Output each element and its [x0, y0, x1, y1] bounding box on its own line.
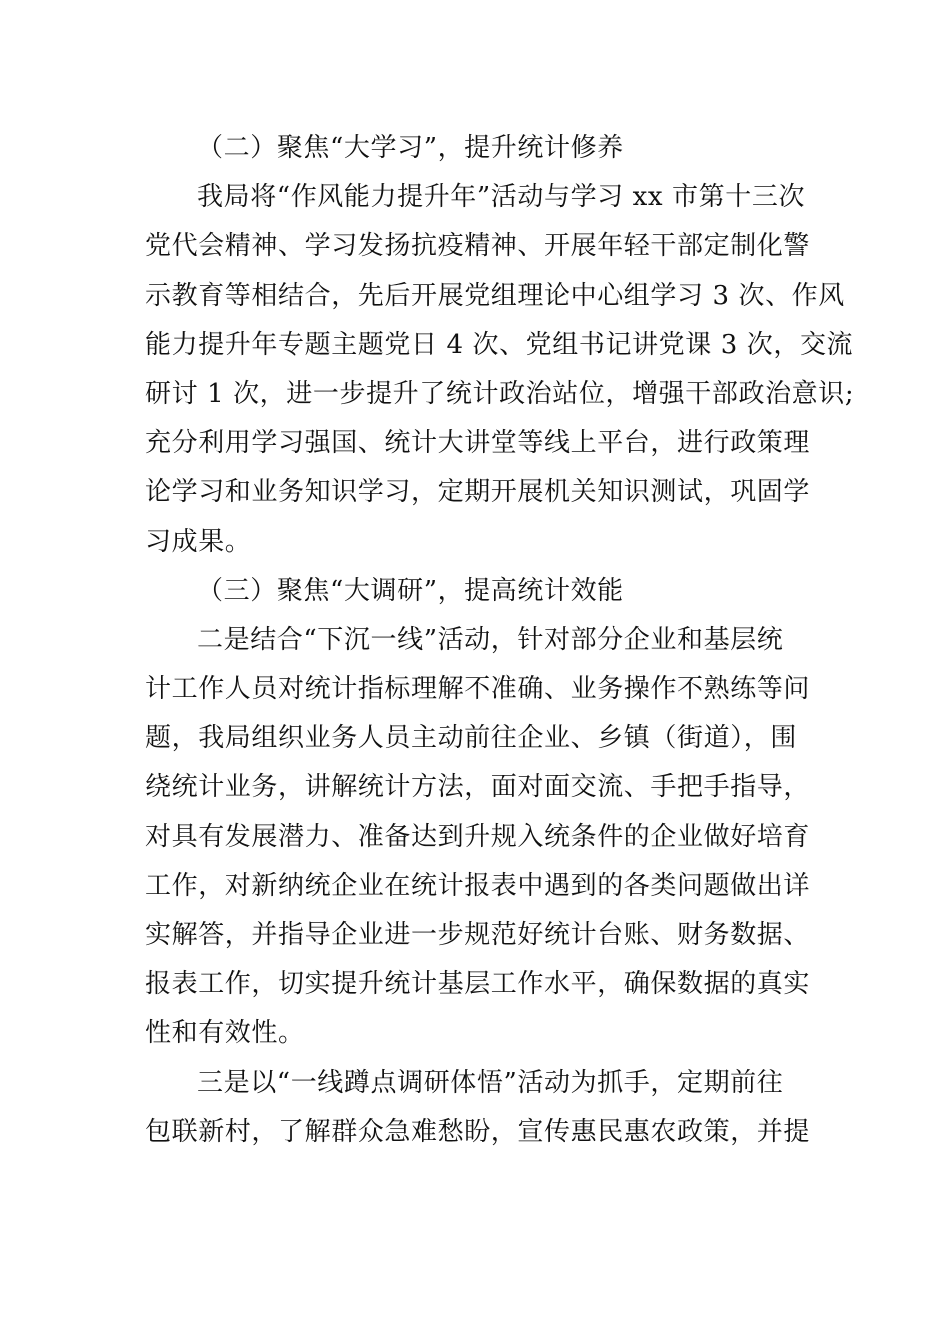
section-heading: （二）聚焦“大学习”，提升统计修养	[197, 133, 624, 163]
document-body	[145, 124, 855, 1157]
paragraph-line: 包联新村，了解群众急难愁盼，宣传惠民惠农政策，并提	[145, 1116, 811, 1147]
paragraph-line: 党代会精神、学习发扬抗疫精神、开展年轻干部定制化警	[145, 231, 811, 262]
paragraph-line: 计工作人员对统计指标理解不准确、业务操作不熟练等问	[145, 674, 811, 705]
paragraph-line: 对具有发展潜力、准备达到升规入统条件的企业做好培育	[145, 821, 811, 852]
paragraph-line: 能力提升年专题主题党日 4 次、党组书记讲党课 3 次，交流	[145, 329, 854, 360]
paragraph-line: 绕统计业务，讲解统计方法，面对面交流、手把手指导，	[145, 772, 811, 803]
paragraph-line: 论学习和业务知识学习，定期开展机关知识测试，巩固学	[145, 477, 811, 508]
paragraph-line: 实解答，并指导企业进一步规范好统计台账、财务数据、	[145, 920, 811, 950]
paragraph-line: 报表工作，切实提升统计基层工作水平，确保数据的真实	[145, 969, 811, 1000]
paragraph-line: 三是以“一线蹲点调研体悟”活动为抓手，定期前往	[197, 1067, 784, 1098]
paragraph-line: 充分利用学习强国、统计大讲堂等线上平台，进行政策理	[145, 428, 811, 459]
paragraph-line: 题，我局组织业务人员主动前往企业、乡镇（街道），围	[145, 723, 798, 754]
paragraph-line: 工作，对新纳统企业在统计报表中遇到的各类问题做出详	[145, 870, 811, 901]
paragraph-line: 研讨 1 次，进一步提升了统计政治站位，增强干部政治意识;	[145, 378, 855, 409]
paragraph-line: 我局将“作风能力提升年”活动与学习 xx 市第十三次	[197, 182, 806, 213]
paragraph-line: 二是结合“下沉一线”活动，针对部分企业和基层统	[197, 624, 784, 655]
section-heading: （三）聚焦“大调研”，提高统计效能	[197, 575, 624, 606]
paragraph-line: 性和有效性。	[145, 1018, 305, 1049]
paragraph-line: 示教育等相结合，先后开展党组理论中心组学习 3 次、作风	[145, 280, 845, 311]
paragraph-line: 习成果。	[145, 526, 252, 557]
